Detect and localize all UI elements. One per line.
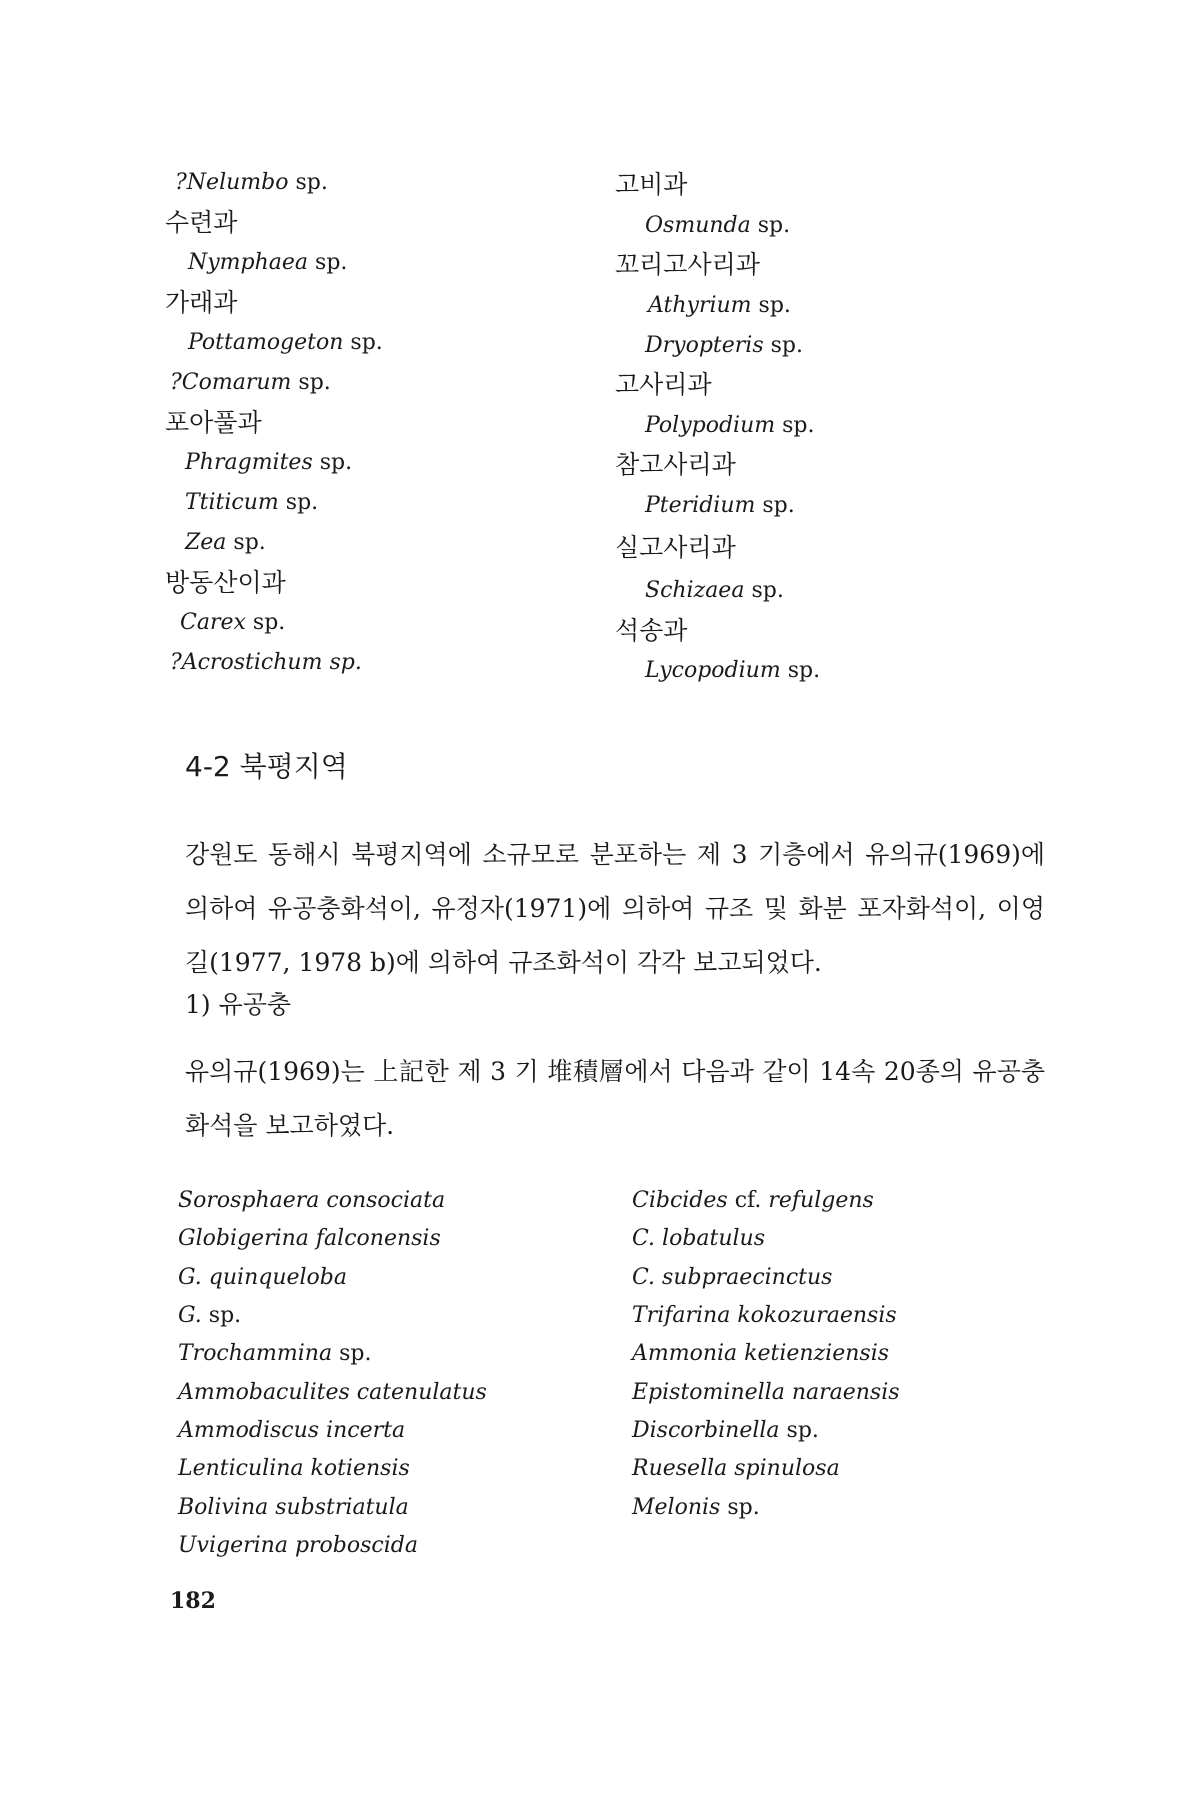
list-item: Ammobaculites catenulatus bbox=[178, 1380, 487, 1405]
list-item: Zea sp. bbox=[185, 530, 266, 555]
list-item: Pteridium sp. bbox=[645, 493, 795, 518]
list-item: Ammonia ketienziensis bbox=[632, 1341, 890, 1366]
page-number: 182 bbox=[170, 1588, 216, 1614]
list-item: G. quinqueloba bbox=[178, 1265, 347, 1290]
list-item: C. subpraecinctus bbox=[632, 1265, 833, 1290]
list-item: ?Nelumbo sp. bbox=[175, 170, 328, 195]
list-item: Trochammina sp. bbox=[178, 1341, 372, 1366]
list-item: ?Comarum sp. bbox=[170, 370, 331, 395]
list-item: 가래과 bbox=[165, 288, 238, 317]
list-item: Lenticulina kotiensis bbox=[178, 1456, 410, 1481]
list-item: Globigerina falconensis bbox=[178, 1226, 441, 1251]
paragraph-1: 강원도 동해시 북평지역에 소규모로 분포하는 제 3 기층에서 유의규(1969)에 의하여 유공충화석이, 유정자(1971)에 의하여 규조 및 화분 포자화석이, 이영길(1977, 1978 b)에 의하여 규조화석이 각각 보고되었다. bbox=[185, 840, 1045, 977]
section-heading: 4-2 북평지역 bbox=[185, 750, 348, 783]
list-item: Ttiticum sp. bbox=[185, 490, 319, 515]
list-item: Schizaea sp. bbox=[645, 578, 784, 603]
list-item: Trifarina kokozuraensis bbox=[632, 1303, 897, 1328]
list-item: Cibcides cf. refulgens bbox=[632, 1188, 874, 1213]
list-item: 포아풀과 bbox=[165, 408, 262, 437]
list-item: 참고사리과 bbox=[615, 450, 736, 479]
list-item: G. sp. bbox=[178, 1303, 242, 1328]
list-item: Discorbinella sp. bbox=[632, 1418, 819, 1443]
list-item: 실고사리과 bbox=[615, 533, 736, 562]
list-item: Epistominella naraensis bbox=[632, 1380, 900, 1405]
list-item: 석송과 bbox=[615, 616, 688, 645]
list-item: Athyrium sp. bbox=[648, 293, 791, 318]
list-item: 수련과 bbox=[165, 208, 238, 237]
list-item: 고사리과 bbox=[615, 370, 712, 399]
list-item: Osmunda sp. bbox=[645, 213, 791, 238]
subheading: 1) 유공충 bbox=[185, 990, 292, 1019]
paragraph-2: 유의규(1969)는 上記한 제 3 기 堆積層에서 다음과 같이 14속 20종의 유공충화석을 보고하였다. bbox=[185, 1057, 1045, 1140]
list-item: ?Acrostichum sp. bbox=[170, 650, 362, 675]
list-item: Carex sp. bbox=[180, 610, 286, 635]
list-item: Bolivina substriatula bbox=[178, 1495, 409, 1520]
list-item: Dryopteris sp. bbox=[645, 333, 803, 358]
list-item: 꼬리고사리과 bbox=[615, 250, 760, 279]
list-item: C. lobatulus bbox=[632, 1226, 766, 1251]
list-item: 방동산이과 bbox=[165, 568, 286, 597]
list-item: Lycopodium sp. bbox=[645, 658, 821, 683]
list-item: Nymphaea sp. bbox=[188, 250, 348, 275]
list-item: Uvigerina proboscida bbox=[178, 1533, 418, 1558]
list-item: Ruesella spinulosa bbox=[632, 1456, 840, 1481]
list-item: Polypodium sp. bbox=[645, 413, 815, 438]
list-item: Pottamogeton sp. bbox=[188, 330, 383, 355]
list-item: Phragmites sp. bbox=[185, 450, 353, 475]
list-item: Ammodiscus incerta bbox=[178, 1418, 406, 1443]
list-item: Sorosphaera consociata bbox=[178, 1188, 446, 1213]
list-item: Melonis sp. bbox=[632, 1495, 760, 1520]
list-item: 고비과 bbox=[615, 170, 688, 199]
